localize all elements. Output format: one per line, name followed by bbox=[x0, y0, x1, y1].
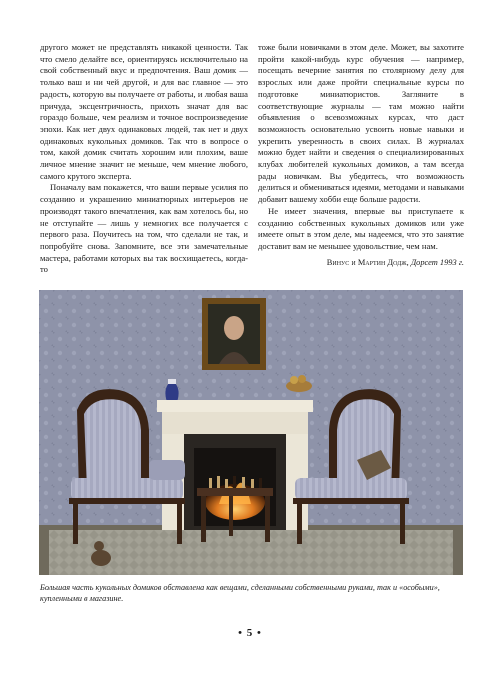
dollhouse-room-photo bbox=[39, 290, 463, 575]
signature-place: Дорсет 1993 г. bbox=[410, 257, 464, 267]
left-text-column bbox=[40, 42, 248, 276]
left-paragraph-1: другого может не представлять никакой ценности. Так что смело делайте все, ориентируясь исключительно на свой собственный вкус и предпочтения. Ваш домик — только ваш и ни чей другой, и для вас главное — это радость, которую вы получаете от работы, и любая ваша причуда, эксцентричность, прихоть значат для вас гораздо больше, чем реализм и точное воспроизведение эпохи. Как нет двух одинаковых людей, так нет и двух одинаковых кукольных домиков. Так что в вопросе о том, какой домик считать хорошим или плохим, ваше личное мнение значит не меньше, чем мнение любого, самого крутого эксперта. bbox=[40, 42, 248, 181]
left-paragraph-2: Поначалу вам покажется, что ваши первые усилия по созданию и украшению миниатюрных интерьеров не производят такого впечатления, как вам хотелось бы, но не отступайте — лишь у немногих все получается с первого раза. Поучитесь на том, что сделали не так, и попробуйте снова. Запомните, все эти замечательные мастера, работами которых вы так восхищаетесь, когда-то bbox=[40, 182, 248, 275]
right-paragraph-2: Не имеет значения, впервые вы приступаете к созданию собственных кукольных домиков или уже имеете опыт в этом деле, мы надеемся, что это занятие доставит вам не меньшее удовольствие, чем нам. bbox=[258, 205, 464, 251]
rug bbox=[49, 530, 453, 575]
signature bbox=[258, 257, 464, 269]
right-text-column bbox=[258, 42, 464, 268]
signature-authors: Винус и Мартин Додж, bbox=[326, 257, 409, 267]
page-number: • 5 • bbox=[238, 627, 262, 639]
right-paragraph-1: тоже были новичками в этом деле. Может, вы захотите пройти какой-нибудь курс обучения — например, посещать вечерние занятия по столярному делу для взрослых или даже пройти специальные курсы по подготовке миниатюристов. Загляните в соответствующие журналы — там можно найти объявления о всевозможных курсах, что даст возможность основательно усвоить новые навыки и укрепить уверенность в своих силах. В журналах можно будет найти и сведения о специализированных клубах любителей кукольных домиков, а там всегда рады новичкам. Вы убедитесь, что возможность делиться и обмениваться идеями, методами и навыками добавит вашему хобби еще больше радости. bbox=[258, 42, 464, 205]
portrait-painting bbox=[202, 298, 266, 370]
photo-caption: Большая часть кукольных домиков обставлена как вещами, сделанными собственными руками, так и «особыми», купленными в магазине. bbox=[40, 583, 440, 603]
